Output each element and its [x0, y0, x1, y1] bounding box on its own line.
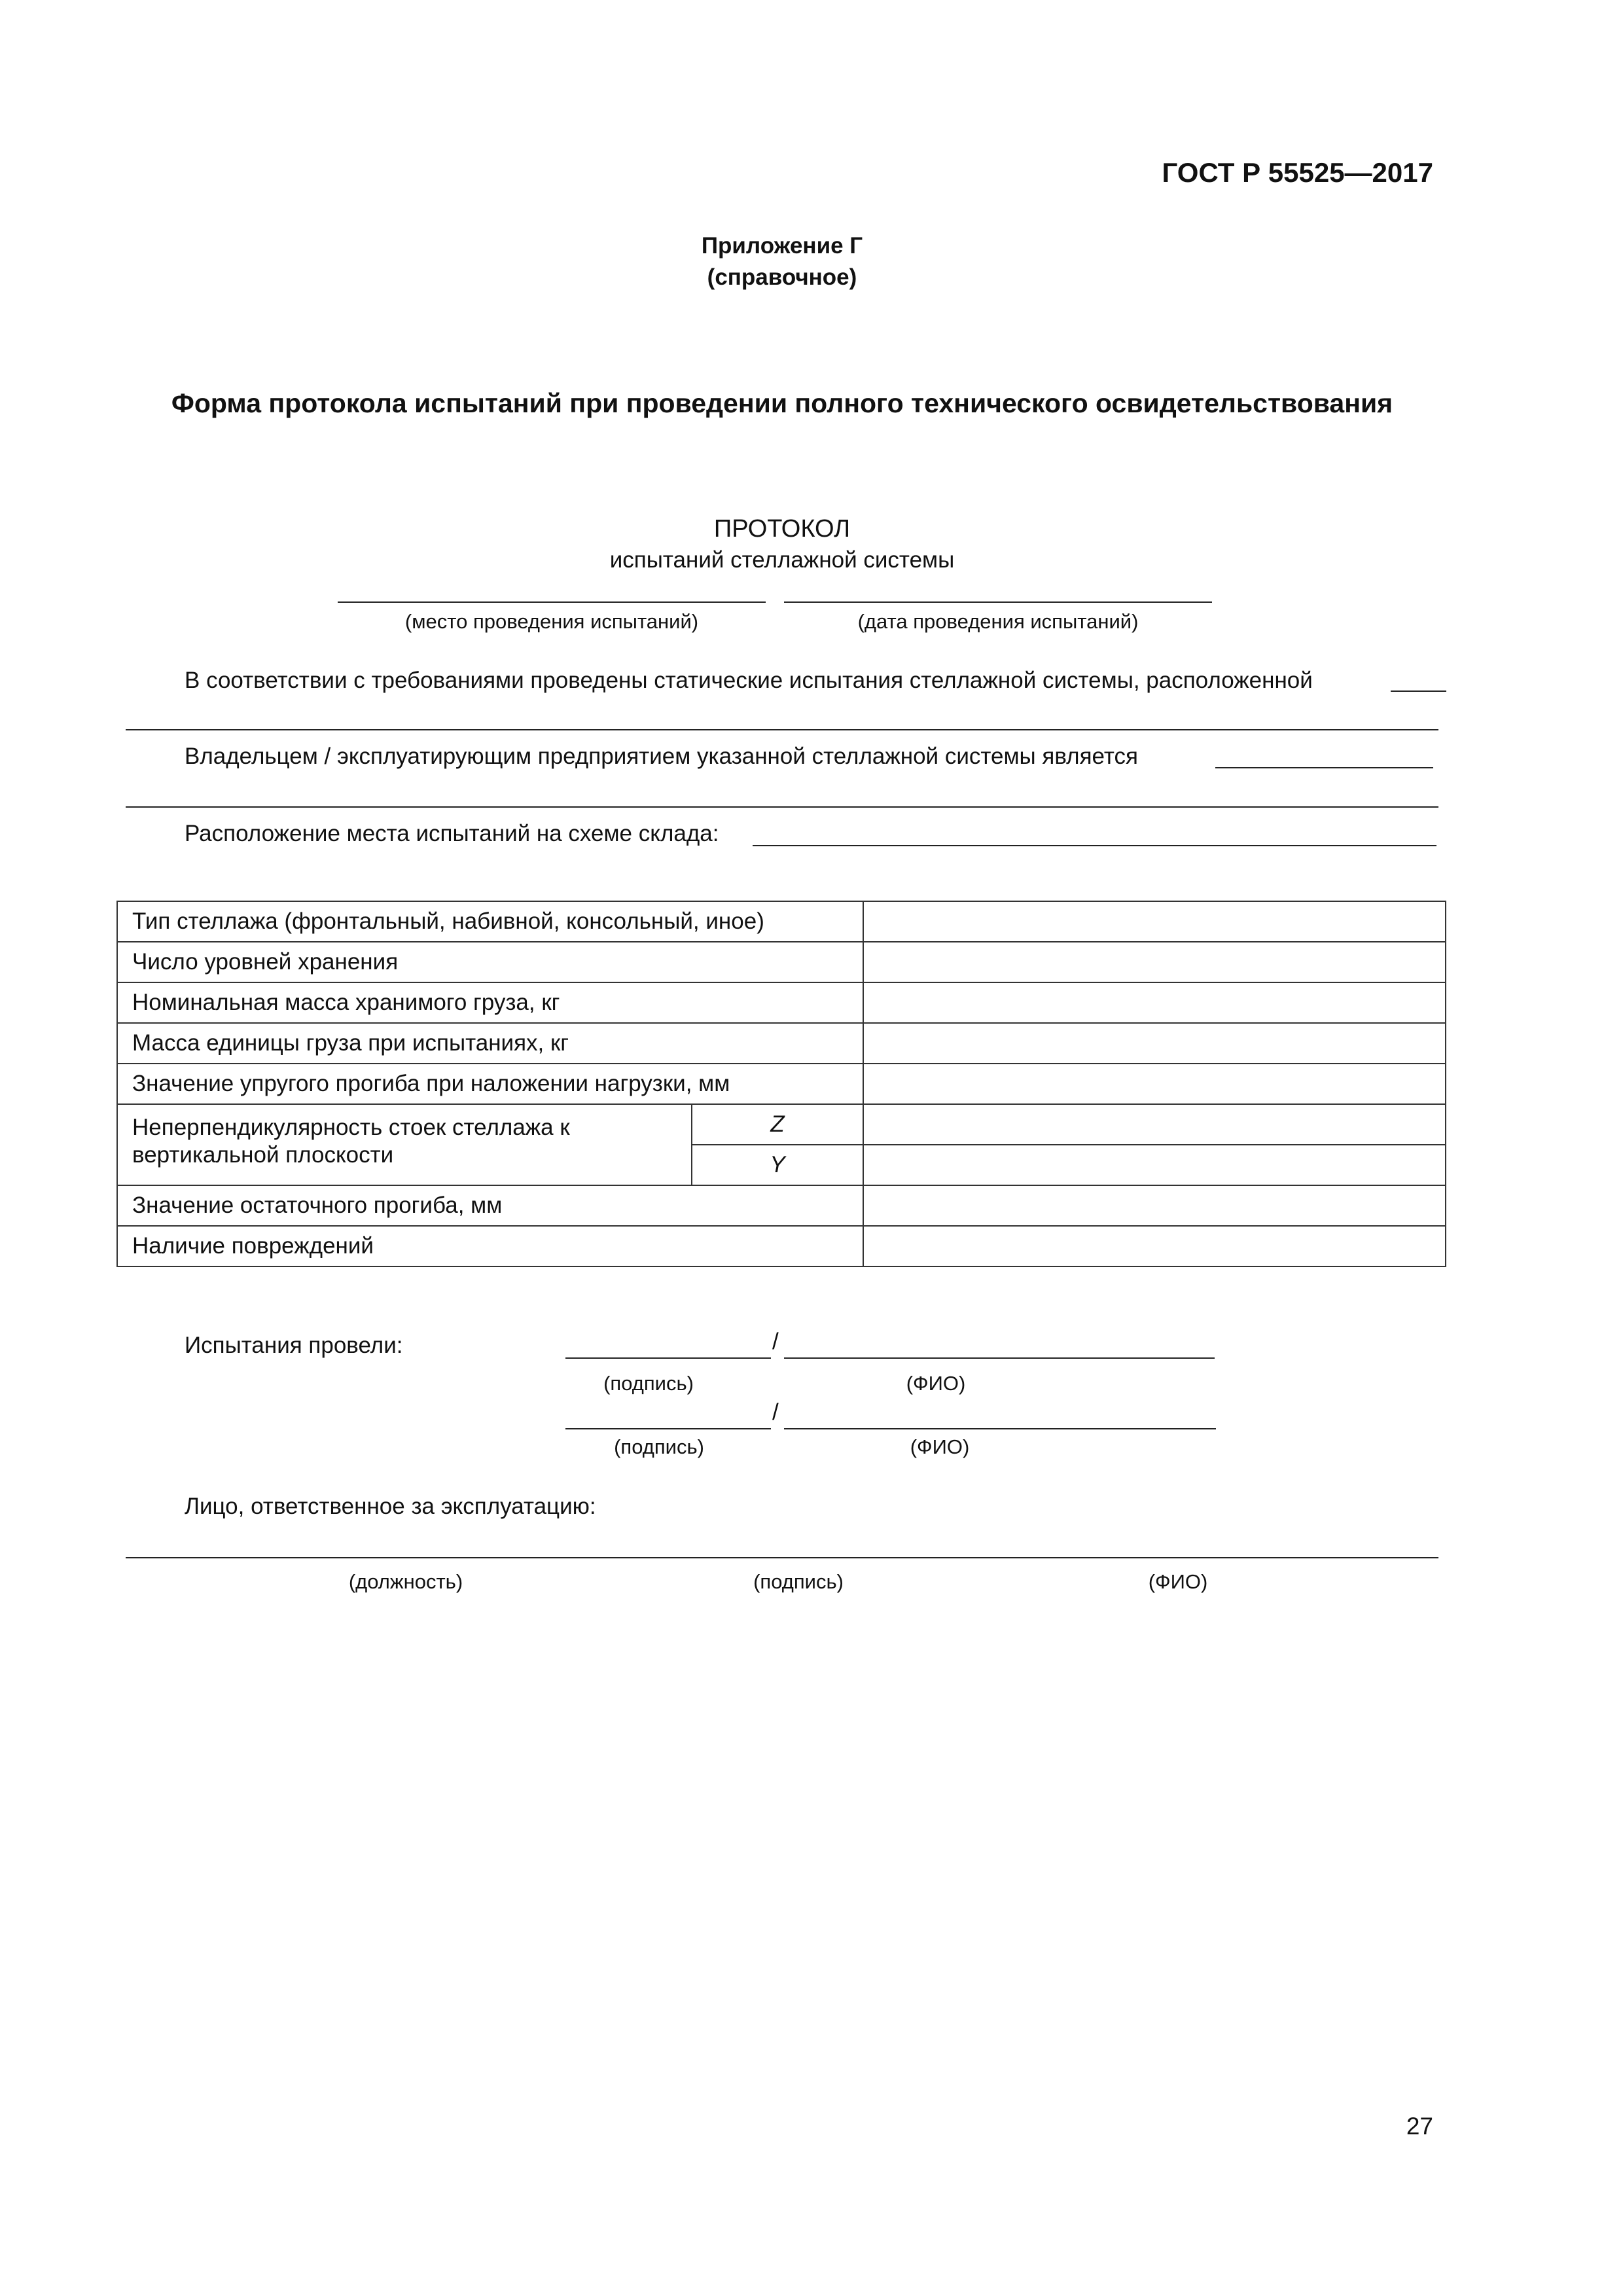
signature-hint-1: (подпись) — [603, 1372, 694, 1395]
row-value-unit-mass[interactable] — [863, 1023, 1446, 1064]
fio-hint-2: (ФИО) — [910, 1435, 970, 1458]
table-row — [117, 1226, 1446, 1266]
axis-z-label: Z — [692, 1104, 863, 1145]
statement-owner: Владельцем / эксплуатирующим предприятием указанной стеллажной системы является — [185, 744, 1138, 769]
fio-line-2[interactable] — [784, 1428, 1216, 1429]
row-value-nominal-mass[interactable] — [863, 982, 1446, 1023]
annex-title: Приложение Г — [701, 233, 863, 259]
form-title: Форма протокола испытаний при проведении полного технического освидетельствования — [171, 388, 1393, 418]
row-label-storage-levels: Число уровней хранения — [117, 942, 863, 982]
row-value-damage[interactable] — [863, 1226, 1446, 1266]
location-scheme-fill-line[interactable] — [753, 845, 1436, 846]
fio-line-1[interactable] — [784, 1357, 1215, 1359]
fio-hint-3: (ФИО) — [1148, 1570, 1208, 1593]
located-fill-line-end[interactable] — [1391, 691, 1446, 692]
test-parameters-table — [116, 901, 1446, 1267]
date-hint: (дата проведения испытаний) — [857, 610, 1139, 633]
signature-line-1[interactable] — [565, 1357, 771, 1359]
owner-fill-line[interactable] — [126, 806, 1438, 808]
row-value-nonperp-z[interactable] — [863, 1104, 1446, 1145]
row-value-storage-levels[interactable] — [863, 942, 1446, 982]
page-number: 27 — [1406, 2113, 1433, 2140]
statement-located: В соответствии с требованиями проведены статические испытания стеллажной системы, расположенной — [185, 668, 1313, 693]
axis-y-label: Y — [692, 1145, 863, 1185]
table-row — [117, 901, 1446, 942]
row-value-elastic-deflection[interactable] — [863, 1064, 1446, 1104]
annex-type: (справочное) — [707, 264, 857, 290]
fio-hint-1: (ФИО) — [906, 1372, 966, 1395]
responsible-person-label: Лицо, ответственное за эксплуатацию: — [185, 1494, 596, 1519]
row-label-elastic-deflection: Значение упругого прогиба при наложении нагрузки, мм — [117, 1064, 863, 1104]
place-hint: (место проведения испытаний) — [404, 610, 699, 633]
row-label-residual-deflection: Значение остаточного прогиба, мм — [117, 1185, 863, 1226]
protocol-title: ПРОТОКОЛ — [713, 515, 851, 543]
row-value-nonperp-y[interactable] — [863, 1145, 1446, 1185]
table-row — [117, 1023, 1446, 1064]
document-standard-number: ГОСТ Р 55525—2017 — [1162, 157, 1433, 188]
date-fill-line[interactable] — [784, 601, 1212, 603]
slash-1: / — [772, 1329, 779, 1354]
table-row — [117, 1185, 1446, 1226]
row-label-rack-type: Тип стеллажа (фронтальный, набивной, консольный, иное) — [117, 901, 863, 942]
slash-2: / — [772, 1399, 779, 1425]
row-value-residual-deflection[interactable] — [863, 1185, 1446, 1226]
annex-heading — [0, 230, 1564, 293]
table-row — [117, 942, 1446, 982]
place-fill-line[interactable] — [338, 601, 766, 603]
row-value-rack-type[interactable] — [863, 901, 1446, 942]
table-row — [117, 1064, 1446, 1104]
performed-by-label: Испытания провели: — [185, 1333, 403, 1358]
located-fill-line[interactable] — [126, 729, 1438, 730]
row-label-nonperpendicularity: Неперпендикулярность стоек стеллажа к вертикальной плоскости — [117, 1104, 692, 1185]
statement-location-scheme: Расположение места испытаний на схеме склада: — [185, 821, 719, 846]
row-label-damage: Наличие повреждений — [117, 1226, 863, 1266]
signature-hint-3: (подпись) — [753, 1570, 844, 1593]
signature-hint-2: (подпись) — [614, 1435, 704, 1458]
signature-line-2[interactable] — [565, 1428, 771, 1429]
table-row — [117, 1104, 1446, 1145]
position-hint: (должность) — [348, 1570, 463, 1593]
table-row — [117, 982, 1446, 1023]
protocol-subtitle: испытаний стеллажной системы — [609, 547, 955, 573]
responsible-person-line[interactable] — [126, 1557, 1438, 1558]
row-label-unit-mass: Масса единицы груза при испытаниях, кг — [117, 1023, 863, 1064]
owner-fill-line-end[interactable] — [1215, 767, 1433, 768]
row-label-nominal-mass: Номинальная масса хранимого груза, кг — [117, 982, 863, 1023]
